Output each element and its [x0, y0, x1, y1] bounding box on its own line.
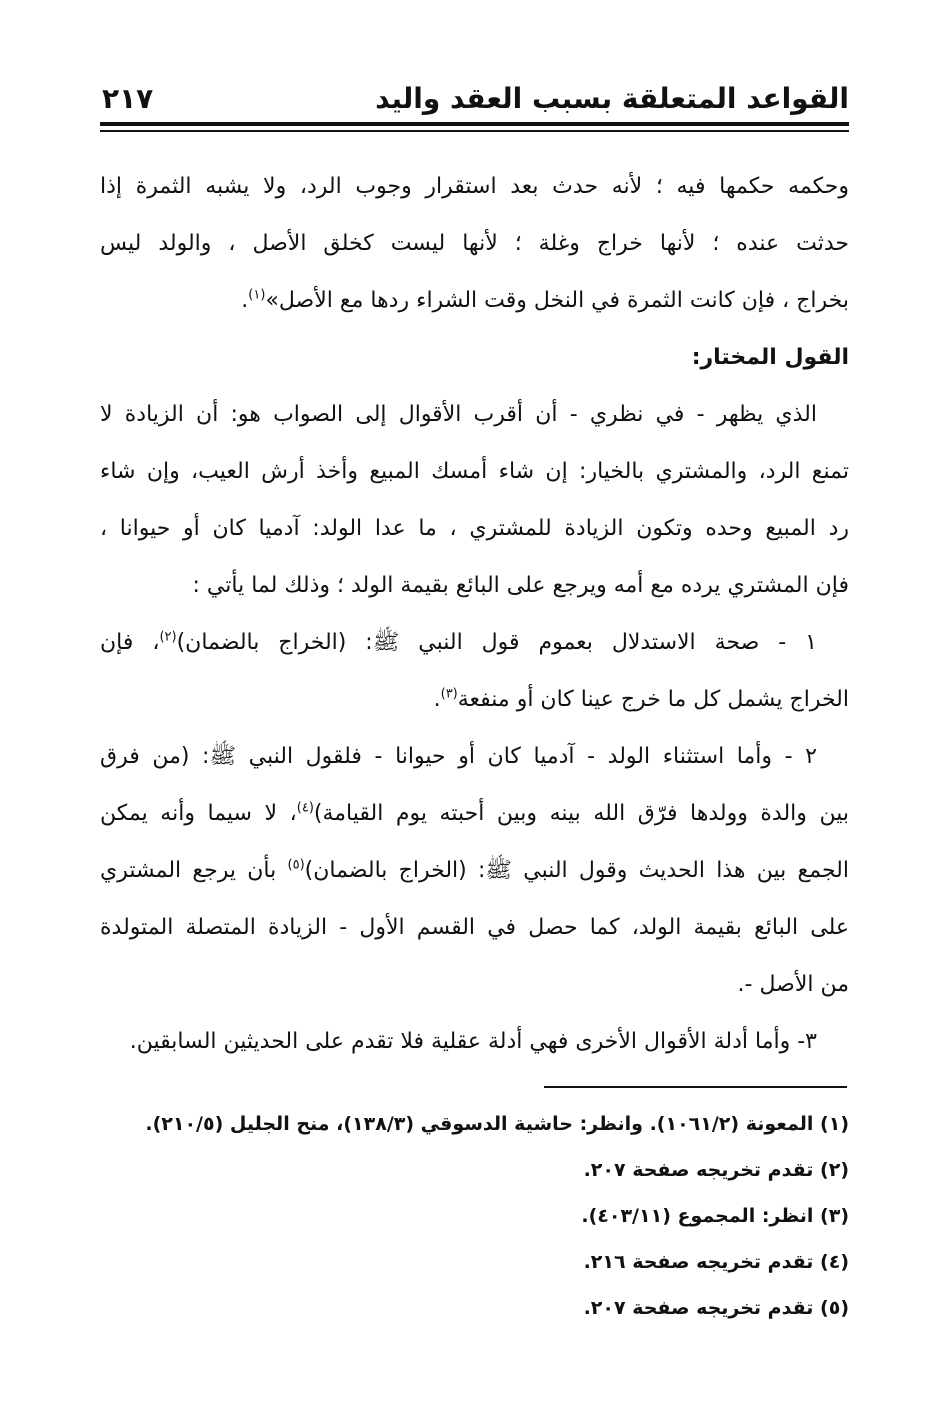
footnote-marker[interactable]: (٤) [296, 800, 314, 816]
footnote-5: (٥) تقدم تخريجه صفحة ٢٠٧. [583, 1297, 849, 1319]
footnote-separator [544, 1086, 847, 1088]
text-line: الجمع بين هذا الحديث وقول النبي ﷺ: (الخراج بالضمان)$^{(٥)}$ بأن يرجع المشتري [100, 857, 849, 883]
text-line: ٢ - وأما استثناء الولد - آدميا كان أو حيوانا - فلقول النبي ﷺ: (من فرق [100, 744, 817, 769]
main-text [100, 158, 849, 1070]
header-rule-thick [100, 122, 849, 126]
footnote-3: (٣) انظر: المجموع (٤٠٣/١١). [581, 1205, 849, 1227]
footnote-marker[interactable]: (٣) [440, 686, 458, 702]
text-line: تمنع الرد، والمشتري بالخيار: إن شاء أمسك المبيع وأخذ أرش العيب، وإن شاء [100, 459, 849, 484]
text-line: بين والدة وولدها فرّق الله بينه وبين أحبته يوم القيامة)$^{(٤)}$، لا سيما وأنه يمكن [100, 800, 849, 826]
footnote-2: (٢) تقدم تخريجه صفحة ٢٠٧. [583, 1159, 849, 1181]
text-line: حدثت عنده ؛ لأنها خراج وغلة ؛ لأنها ليست كخلق الأصل ، والولد ليس [100, 231, 849, 256]
text-line: فإن المشتري يرده مع أمه ويرجع على البائع بقيمة الولد ؛ وذلك لما يأتي : [192, 573, 849, 598]
footnote-4: (٤) تقدم تخريجه صفحة ٢١٦. [583, 1251, 849, 1273]
text-line: وحكمه حكمها فيه ؛ لأنه حدث بعد استقرار وجوب الرد، ولا يشبه الثمرة إذا [100, 174, 849, 199]
footnote-marker[interactable]: (١) [248, 287, 266, 303]
footnote-marker[interactable]: (٥) [287, 857, 305, 873]
text-line: رد المبيع وحده وتكون الزيادة للمشتري ، ما عدا الولد: آدميا كان أو حيوانا ، [100, 516, 849, 541]
header-rule-thin [100, 130, 849, 132]
text-line: على البائع بقيمة الولد، كما حصل في القسم الأول - الزيادة المتصلة المتولدة [100, 915, 849, 940]
running-header [100, 76, 849, 122]
footnote-marker[interactable]: (٢) [159, 629, 177, 645]
text-line: بخراج ، فإن كانت الثمرة في النخل وقت الشراء ردها مع الأصل»$^{(١)}$. [241, 287, 849, 313]
chapter-title: القواعد المتعلقة بسبب العقد واليد [375, 82, 849, 115]
text-line: من الأصل -. [737, 972, 849, 997]
text-line: الذي يظهر - في نظري - أن أقرب الأقوال إلى الصواب هو: أن الزيادة لا [100, 402, 817, 427]
footnotes [100, 1101, 849, 1331]
footnote-1: (١) المعونة (١٠٦١/٢). وانظر: حاشية الدسوقي (١٣٨/٣)، منح الجليل (٢١٠/٥). [145, 1113, 849, 1135]
text-line: ٣- وأما أدلة الأقوال الأخرى فهي أدلة عقلية فلا تقدم على الحديثين السابقين. [129, 1029, 817, 1054]
section-heading: القول المختار: [691, 345, 849, 370]
text-line: ١ - صحة الاستدلال بعموم قول النبي ﷺ: (الخراج بالضمان)$^{(٢)}$، فإن [100, 629, 817, 655]
text-line: الخراج يشمل كل ما خرج عينا كان أو منفعة$^{(٣)}$. [433, 686, 849, 712]
page-number: ٢١٧ [102, 82, 154, 115]
